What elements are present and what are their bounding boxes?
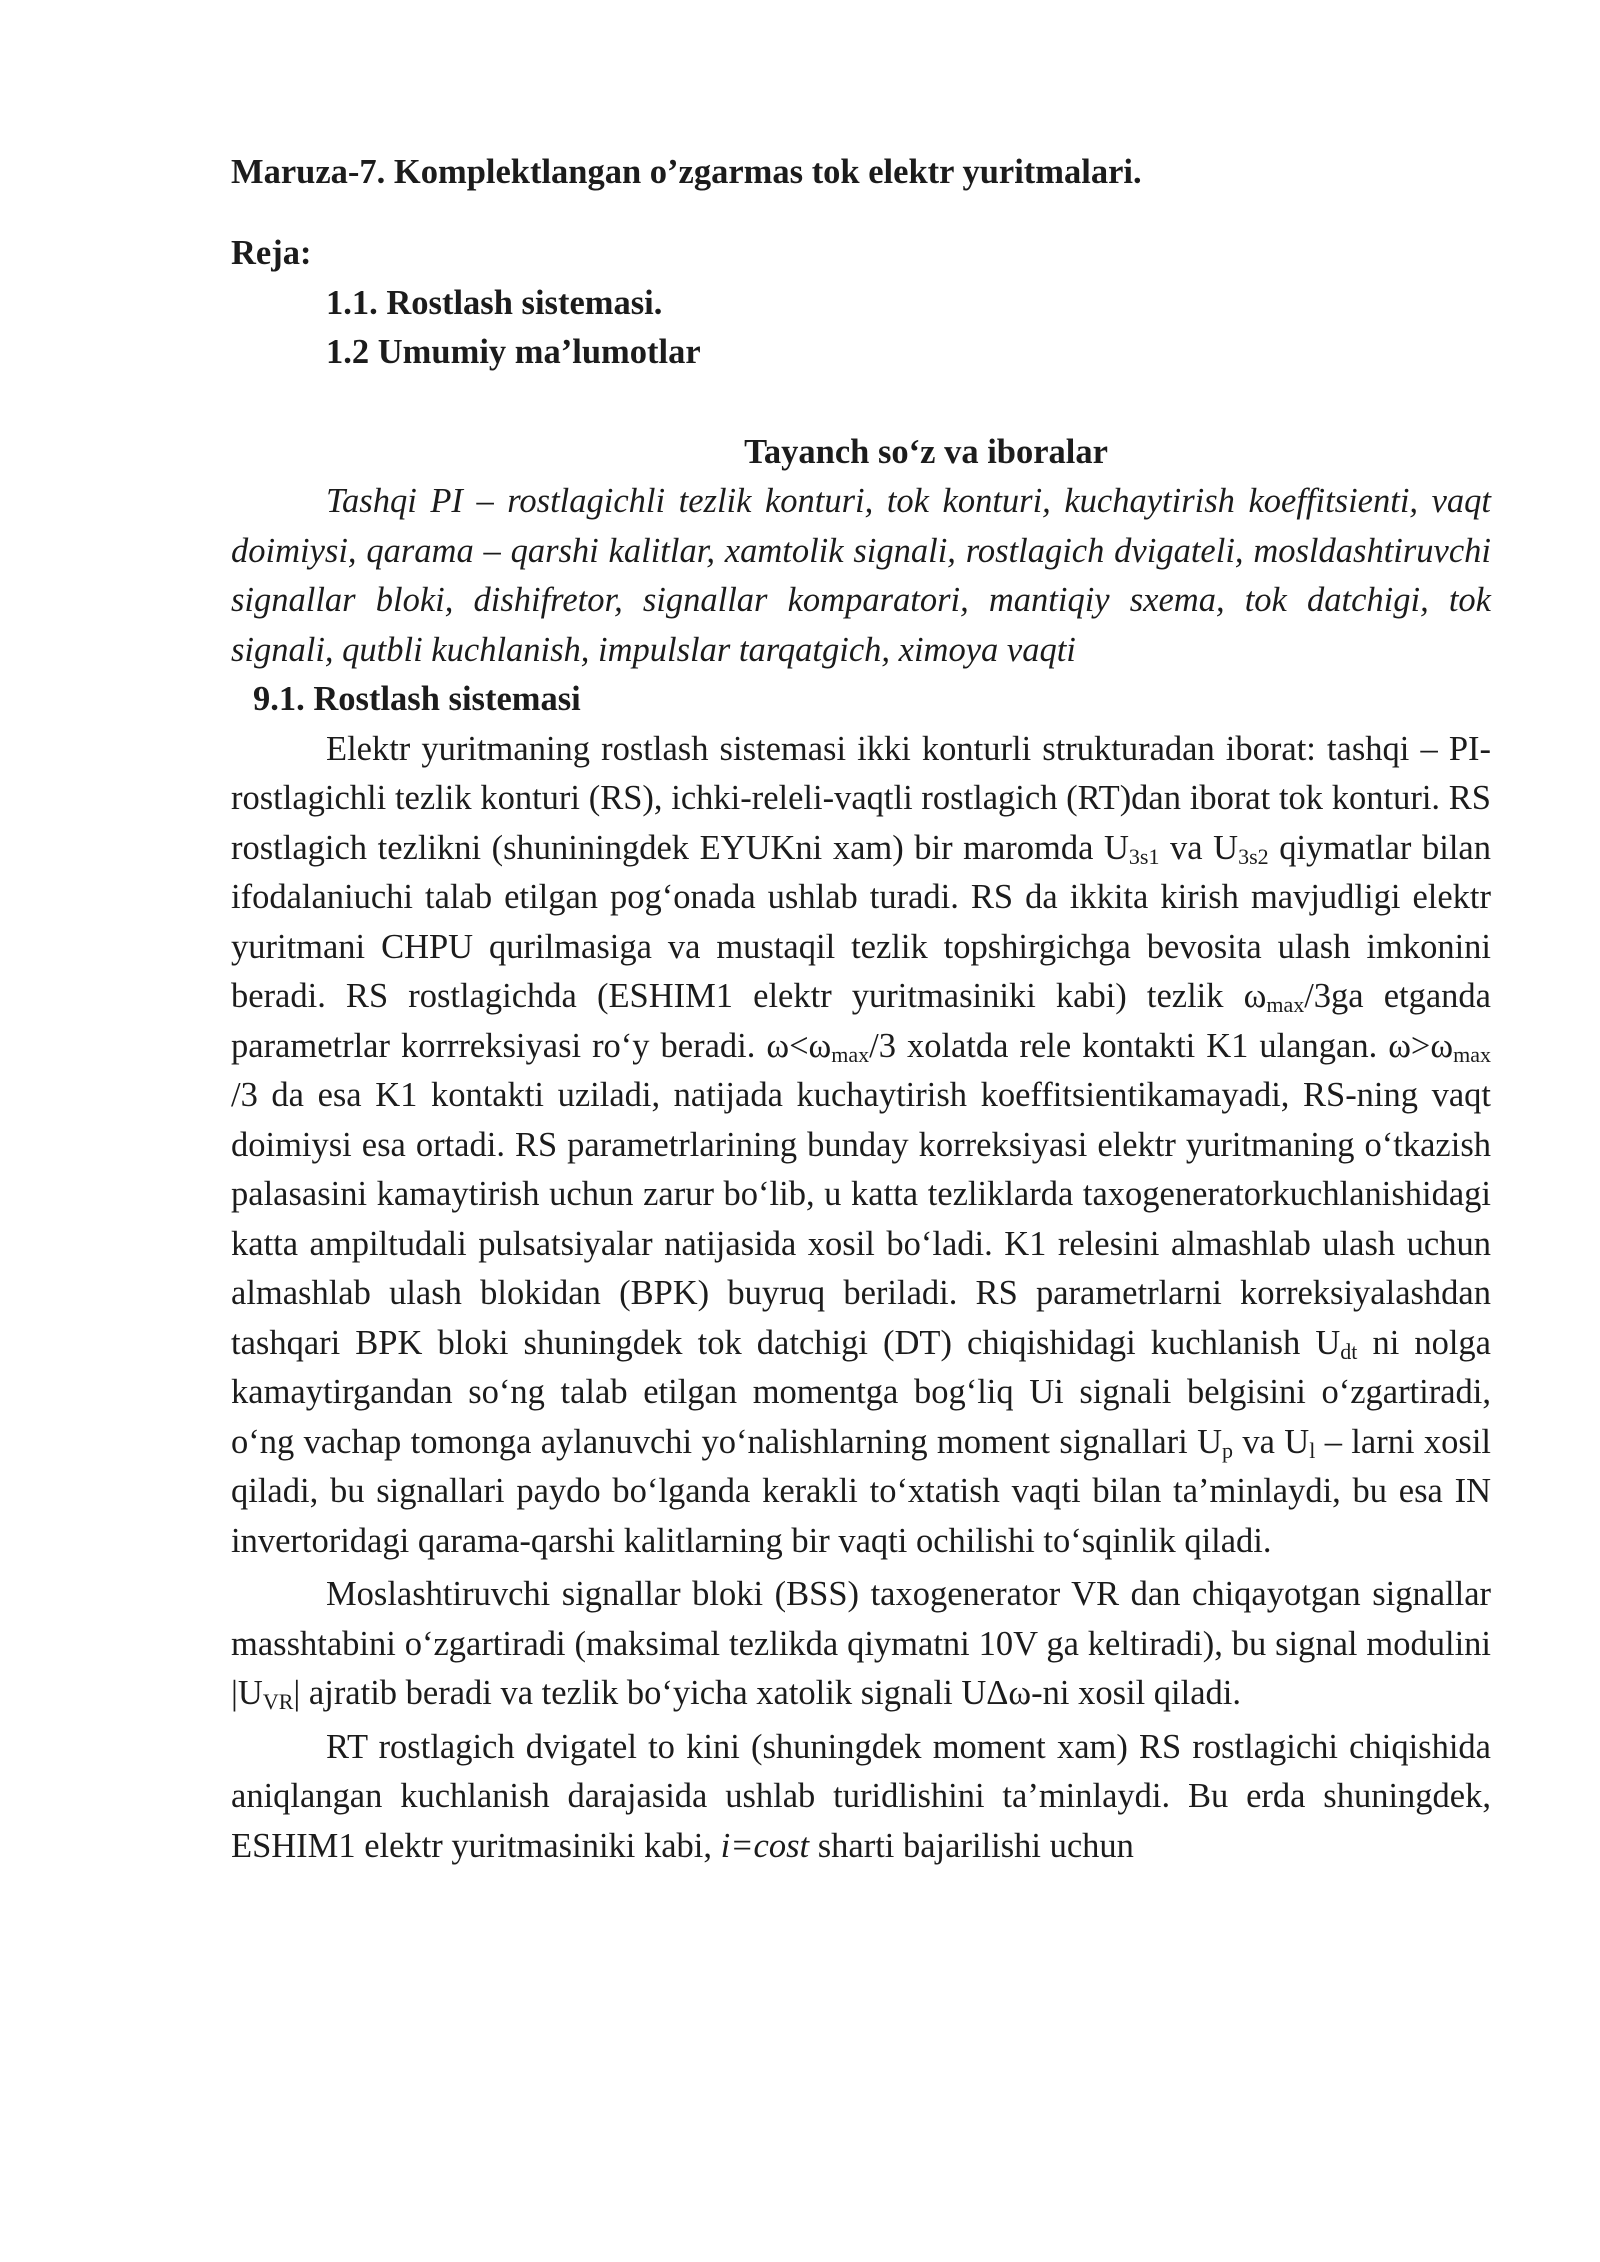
paragraph-3: RT rostlagich dvigatel to kini (shuningdek moment xam) RS rostlagichi chiqishida aniqlangan kuchlanish darajasida ushlab turidlishini ta’minlaydi. Bu erda shuningdek, ESHIM1 elektr yuritmasiniki kabi, i=cost sharti bajarilishi uchun (231, 1727, 1491, 1865)
plan-item: 1.2 Umumiy ma’lumotlar (326, 333, 701, 371)
paragraph-2: Moslashtiruvchi signallar bloki (BSS) taxogenerator VR dan chiqayotgan signallar masshtabini o‘zgartiradi (maksimal tezlikda qiymatni 10V ga keltiradi), bu signal modulini $|U_{VR}|$ ajratib beradi va tezlik bo‘yicha xatolik signali UΔω-ni xosil qiladi. (231, 1575, 1491, 1714)
plan-item: 1.1. Rostlash sistemasi. (326, 283, 663, 322)
paragraph-1: Elektr yuritmaning rostlash sistemasi ikki konturli strukturadan iborat: tashqi – PI-rostlagichli tezlik konturi (RS), ichki-releli-vaqtli rostlagich (RT)dan iborat tok konturi. RS rostlagich tezlikni (shuniningdek EYUKni xam) bir maromda $U_{3s1}$ va $U_{3s2}$ qiymatlar bilan ifodalaniuchi talab etilgan pog‘onada ushlab turadi. RS da ikkita kirish mavjudligi elektr yuritmani CHPU qurilmasiga va mustaqil tezlik topshirgichga bevosita ulash imkonini beradi. RS rostlagichda (ESHIM1 elektr yuritmasiniki kabi) tezlik $\omega_{max}/3ga$ etganda parametrlar korrreksiyasi ro‘y beradi. $\omega<\omega_{max}/3$ xolatda rele kontakti K1 ulangan. $\omega>\omega_{max}$ /3 da esa K1 kontakti uziladi, natijada kuchaytirish koeffitsientikamayadi, RS-ning vaqt doimiysi esa ortadi. RS parametrlarining bunday korreksiyasi elektr yuritmaning o‘tkazish palasasini kamaytirish uchun zarur bo‘lib, u katta tezliklarda taxogeneratorkuchlanishidagi katta ampiltudali pulsatsiyalar natijasida xosil bo‘ladi. K1 relesini almashlab ulash uchun almashlab ulash blokidan (BPK) buyruq beriladi. RS parametrlarni korreksiyalashdan tashqari BPK bloki shuningdek tok datchigi (DT) chiqishidagi kuchlanish $U_{dt}$ ni nolga kamaytirgandan so‘ng talab etilgan momentga bog‘liq Ui signali belgisini o‘zgartiradi, o‘ng vachap tomonga aylanuvchi yo‘nalishlarning moment signallari $U_p$ va $U_l$ – larni xosil qiladi, bu signallari paydo bo‘lganda kerakli to‘xtatish vaqti bilan ta’minlaydi, bu esa IN invertoridagi qarama-qarshi kalitlarning bir vaqti ochilishi to‘sqinlik qiladi. (231, 729, 1491, 1560)
section-title: 9.1. Rostlash sistemasi (253, 680, 581, 718)
keywords-text: Tashqi PI – rostlagichli tezlik konturi, tok konturi, kuchaytirish koeffitsienti, vaqt doimiysi, qarama – qarshi kalitlar, xamtolik signali, rostlagich dvigateli, mosldashtiruvchi signallar bloki, dishifretor, signallar komparatori, mantiqiy sxema, tok datchigi, tok signali, qutbli kuchlanish, impulslar tarqatgich, ximoya vaqti (231, 482, 1491, 669)
plan-label: Reja: (231, 234, 312, 272)
document-page (231, 148, 1491, 1871)
lecture-title: Maruza-7. Komplektlangan o’zgarmas tok elektr yuritmalari. (231, 153, 1142, 191)
keywords-title: Tayanch so‘z va iboralar (744, 432, 1108, 471)
